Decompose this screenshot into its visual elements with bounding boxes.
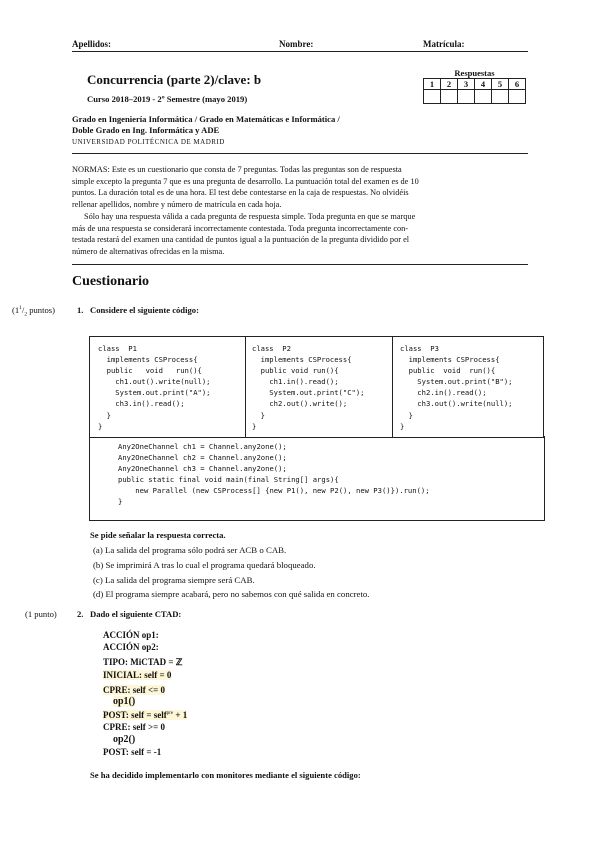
option-letter: (c)	[93, 574, 103, 585]
ctad-spec	[103, 629, 187, 758]
header-rule	[72, 51, 528, 52]
q1-prompt: Se pide señalar la respuesta correcta.	[90, 530, 226, 540]
rules-line: número de alternativas ofrecidas en la misma.	[72, 246, 225, 256]
q1-points-tail: puntos)	[27, 305, 55, 315]
ctad-post-2: POST: self = -1	[103, 746, 162, 757]
option-text: Se imprimirá A tras lo cual el programa quedará bloqueado.	[105, 559, 316, 570]
code-line: Any2OneChannel ch3 = Channel.any2one();	[118, 464, 287, 474]
code-line: System.out.print("A");	[98, 388, 211, 398]
answer-box-5[interactable]	[492, 90, 509, 104]
option-letter: (d)	[93, 589, 104, 600]
code-line: Any2OneChannel ch2 = Channel.any2one();	[118, 453, 287, 463]
q1-points-den: 2	[24, 311, 28, 318]
course-line: Curso 2018–2019 - 2º Semestre (mayo 2019)	[87, 94, 248, 104]
ctad-post-1-tail: + 1	[173, 710, 188, 721]
code-line: new Parallel (new CSProcess[] {new P1(), new P2(), new P3()}).run();	[118, 486, 430, 496]
code-line: class P1	[98, 344, 137, 353]
answer-number: 1	[424, 79, 441, 90]
code-line: ch1.out().write(null);	[98, 377, 211, 387]
answer-box-3[interactable]	[458, 90, 475, 104]
answer-number: 6	[509, 79, 526, 90]
ctad-op2: ACCIÓN op2:	[103, 642, 159, 653]
code-line: ch2.out().write();	[252, 399, 348, 409]
answer-box-2[interactable]	[441, 90, 458, 104]
university-name: UNIVERSIDAD POLITÉCNICA DE MADRID	[72, 138, 225, 146]
code-line: implements CSProcess{	[252, 355, 352, 365]
code-line: class P3	[400, 344, 439, 353]
code-p3	[392, 337, 543, 432]
rules-bottom-rule	[72, 264, 528, 265]
code-box-p2	[244, 336, 393, 438]
option-text: La salida del programa siempre será CAB.	[104, 574, 255, 585]
rules-line: Sólo hay una respuesta válida a cada pregunta de respuesta simple. Toda pregunta en que se marque	[84, 211, 416, 221]
code-line: }	[252, 410, 265, 420]
answers-table	[423, 68, 526, 104]
rules-line: puntos. La duración total es de una hora. El test debe contestarse en la caja de respuestas. No olvidéis	[72, 188, 409, 198]
code-line: }	[252, 421, 257, 431]
rules-line: NORMAS: Este es un cuestionario que consta de 7 preguntas. Todas las preguntas son de respuesta	[72, 165, 402, 174]
code-line: System.out.print("C");	[252, 388, 365, 398]
rules-line: simple excepto la pregunta 7 que es una pregunta de desarrollo. La puntuación total del examen es de 10	[72, 176, 419, 186]
matricula-label: Matrícula:	[423, 39, 465, 49]
rules-paragraph	[72, 164, 528, 258]
answer-box-4[interactable]	[475, 90, 492, 104]
surname-label: Apellidos:	[72, 39, 112, 49]
answer-number: 3	[458, 79, 475, 90]
code-box-p3	[392, 336, 544, 438]
rules-line: rellenar apellidos, nombre y número de matrícula en cada hoja.	[72, 200, 282, 210]
answer-number: 4	[475, 79, 492, 90]
code-p2	[244, 337, 392, 432]
code-line: public void run(){	[252, 366, 339, 376]
q1-options	[93, 543, 370, 602]
code-line: }	[98, 421, 103, 431]
code-p1	[90, 337, 245, 432]
code-line: class P2	[252, 344, 291, 353]
option-c[interactable]	[93, 573, 370, 588]
rules-top-rule	[72, 153, 528, 154]
code-line: implements CSProcess{	[400, 355, 500, 365]
ctad-op1-call: op1()	[113, 696, 136, 708]
ctad-post-1-sup: pre	[166, 711, 174, 717]
q2-footer: Se ha decidido implementarlo con monitores mediante el siguiente código:	[90, 770, 361, 780]
q1-number: 1.	[77, 305, 84, 315]
option-text: La salida del programa sólo podrá ser ACB o CAB.	[104, 545, 287, 555]
ctad-cpre-1: CPRE: self <= 0	[103, 684, 165, 695]
q2-points: (1 punto)	[25, 609, 57, 619]
code-line: implements CSProcess{	[98, 355, 198, 365]
option-letter: (a)	[93, 545, 103, 555]
option-a[interactable]	[93, 543, 370, 558]
code-line: ch1.in().read();	[252, 377, 339, 387]
code-line: public void run(){	[400, 366, 496, 376]
q1-points-whole: (1	[12, 305, 20, 315]
ctad-op1: ACCIÓN op1:	[103, 630, 159, 640]
code-line: }	[400, 410, 413, 420]
code-line: System.out.print("B");	[400, 377, 513, 387]
answers-caption: Respuestas	[454, 68, 495, 78]
ctad-post-1	[103, 710, 187, 720]
code-line: }	[98, 410, 111, 420]
rules-line: testada restará del examen una cantidad de puntos igual a la puntuación de la pregunta dividido por el	[72, 235, 410, 245]
degree-line-2: Doble Grado en Ing. Informática y ADE	[72, 125, 220, 135]
code-line: }	[118, 497, 123, 507]
option-letter: (b)	[93, 559, 104, 570]
q1-points: ($1^1/_2$ puntos)	[12, 305, 55, 318]
code-line: public void run(){	[98, 366, 202, 376]
answer-box-1[interactable]	[424, 90, 441, 104]
ctad-tipo: TIPO: MiCTAD = ℤ	[103, 657, 183, 668]
code-line: public static final void main(final String[] args){	[118, 475, 339, 485]
option-b[interactable]	[93, 558, 370, 573]
code-main	[90, 436, 544, 508]
option-d[interactable]	[93, 587, 370, 602]
code-line: ch2.in().read();	[400, 388, 487, 398]
q2-number: 2.	[77, 609, 84, 619]
code-line: }	[400, 421, 405, 431]
code-line: ch3.in().read();	[98, 399, 185, 409]
degree-line-1: Grado en Ingeniería Informática / Grado en Matemáticas e Informática /	[72, 114, 340, 124]
q2-text: Dado el siguiente CTAD:	[90, 609, 182, 619]
ctad-cpre-2: CPRE: self >= 0	[103, 722, 165, 733]
rules-line: más de una respuesta se considerará incorrectamente contestada. Toda pregunta incorrectamente con-	[72, 223, 409, 233]
q1-text: Considere el siguiente código:	[90, 305, 199, 315]
answer-number: 2	[441, 79, 458, 90]
ctad-post-1-text: POST: self = self	[103, 710, 167, 721]
code-box-p1	[89, 336, 246, 438]
ctad-op2-call: op2()	[113, 733, 136, 745]
answer-number: 5	[492, 79, 509, 90]
code-box-main	[89, 436, 545, 521]
exam-title: Concurrencia (parte 2)/clave: b	[87, 72, 262, 87]
code-line: Any2OneChannel ch1 = Channel.any2one();	[118, 442, 287, 451]
code-line: ch3.out().write(null);	[400, 399, 513, 409]
answer-box-6[interactable]	[509, 90, 526, 104]
name-label: Nombre:	[279, 39, 314, 49]
option-text: El programa siempre acabará, pero no sabemos con qué salida en concreto.	[105, 589, 370, 600]
section-title: Cuestionario	[72, 274, 149, 289]
q1-points-num: 1	[19, 305, 22, 312]
ctad-inicial: INICIAL: self = 0	[103, 669, 172, 680]
